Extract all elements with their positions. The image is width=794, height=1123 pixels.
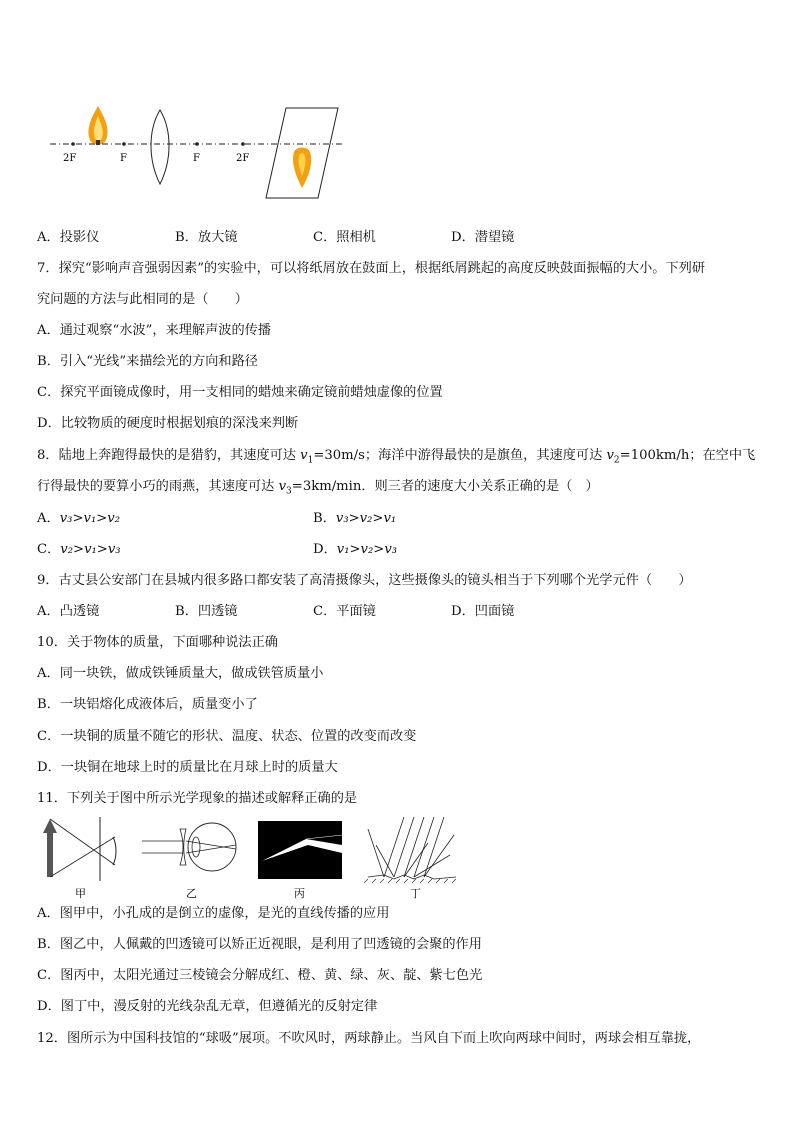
option-b[interactable]: B．v₃>v₂>v₁ [313,511,397,526]
question-11-stem: 11．下列关于图中所示光学现象的描述或解释正确的是 [37,791,358,806]
option-d[interactable]: D．一块铜在地球上时的质量比在月球上时的质量大 [37,760,338,775]
question-7-stem-cont: 究问题的方法与此相同的是（ ） [37,292,248,307]
option-c[interactable]: C．图丙中，太阳光通过三棱镜会分解成红、橙、黄、绿、灰、靛、紫七色光 [37,968,483,983]
option-a[interactable]: A．图甲中，小孔成的是倒立的虚像，是光的直线传播的应用 [37,906,390,921]
focal-label: F [120,153,127,164]
option-d[interactable]: D．v₁>v₂>v₃ [313,542,398,557]
option-c[interactable]: C．一块铜的质量不随它的形状、温度、状态、位置的改变而改变 [37,729,417,744]
question-8-stem: 8．陆地上奔跑得最快的是猎豹，其速度可达 $v_1=30m/s$；海洋中游得最快的是旗鱼，其速度可达 $v_2=100km/h$；在空中飞 [37,448,756,466]
lens-experiment-figure [40,100,350,205]
figure-caption-yi: 乙 [186,887,197,900]
option-a[interactable]: A．v₃>v₁>v₂ [37,511,121,526]
focal-label: 2F [63,153,77,164]
option-c[interactable]: C．照相机 [313,230,376,245]
option-c[interactable]: C．平面镜 [313,604,376,619]
option-a[interactable]: A．凸透镜 [37,604,100,619]
option-b[interactable]: B．凹透镜 [175,604,238,619]
prism-figure-bing [258,815,346,903]
candle-flame-icon [88,106,107,145]
pinhole-figure-jia [37,815,127,903]
question-8-stem-cont: 行得最快的要算小巧的雨燕，其速度可达 $v_3=3km/\min$．则三者的速度大小关系正确的是（ ） [37,479,599,497]
option-d[interactable]: D．比较物质的硬度时根据划痕的深浅来判断 [37,416,299,431]
convex-lens [151,110,169,184]
inverted-flame-icon [293,148,311,189]
option-c[interactable]: C．v₂>v₁>v₃ [37,542,121,557]
option-b[interactable]: B．图乙中，人佩戴的凹透镜可以矫正近视眼，是利用了凹透镜的会聚的作用 [37,937,482,952]
diffuse-reflection-figure-ding [364,815,460,903]
option-b[interactable]: B．引入“光线”来描绘光的方向和路径 [37,354,258,369]
question-7-stem: 7．探究“影响声音强弱因素”的实验中，可以将纸屑放在鼓面上，根据纸屑跳起的高度反映鼓面振幅的大小。下列研 [37,261,706,276]
option-b[interactable]: B．一块铝熔化成液体后，质量变小了 [37,697,258,712]
question-9-stem: 9．古丈县公安部门在县城内很多路口都安装了高清摄像头，这些摄像头的镜头相当于下列哪个光学元件（ ） [37,573,692,588]
option-d[interactable]: D．潜望镜 [451,230,515,245]
question-10-stem: 10．关于物体的质量，下面哪种说法正确 [37,635,278,650]
focal-label: 2F [236,153,250,164]
option-b[interactable]: B．放大镜 [175,230,238,245]
eye-lens-figure-yi [140,815,244,903]
focal-label: F [193,153,200,164]
option-d[interactable]: D．图丁中，漫反射的光线杂乱无章，但遵循光的反射定律 [37,999,378,1014]
figure-caption-ding: 丁 [410,887,421,900]
option-a[interactable]: A．投影仪 [37,230,100,245]
figure-caption-bing: 丙 [294,887,305,900]
question-12-stem: 12．图所示为中国科技馆的“球吸”展项。不吹风时，两球静止。当风自下而上吹向两球中间时，两球会相互靠拢， [37,1031,701,1046]
option-d[interactable]: D．凹面镜 [451,604,515,619]
option-a[interactable]: A．通过观察“水波”，来理解声波的传播 [37,323,272,338]
option-c[interactable]: C．探究平面镜成像时，用一支相同的蜡烛来确定镜前蜡烛虚像的位置 [37,385,443,400]
figure-caption-jia: 甲 [75,887,86,900]
option-a[interactable]: A．同一块铁，做成铁锤质量大，做成铁管质量小 [37,666,324,681]
